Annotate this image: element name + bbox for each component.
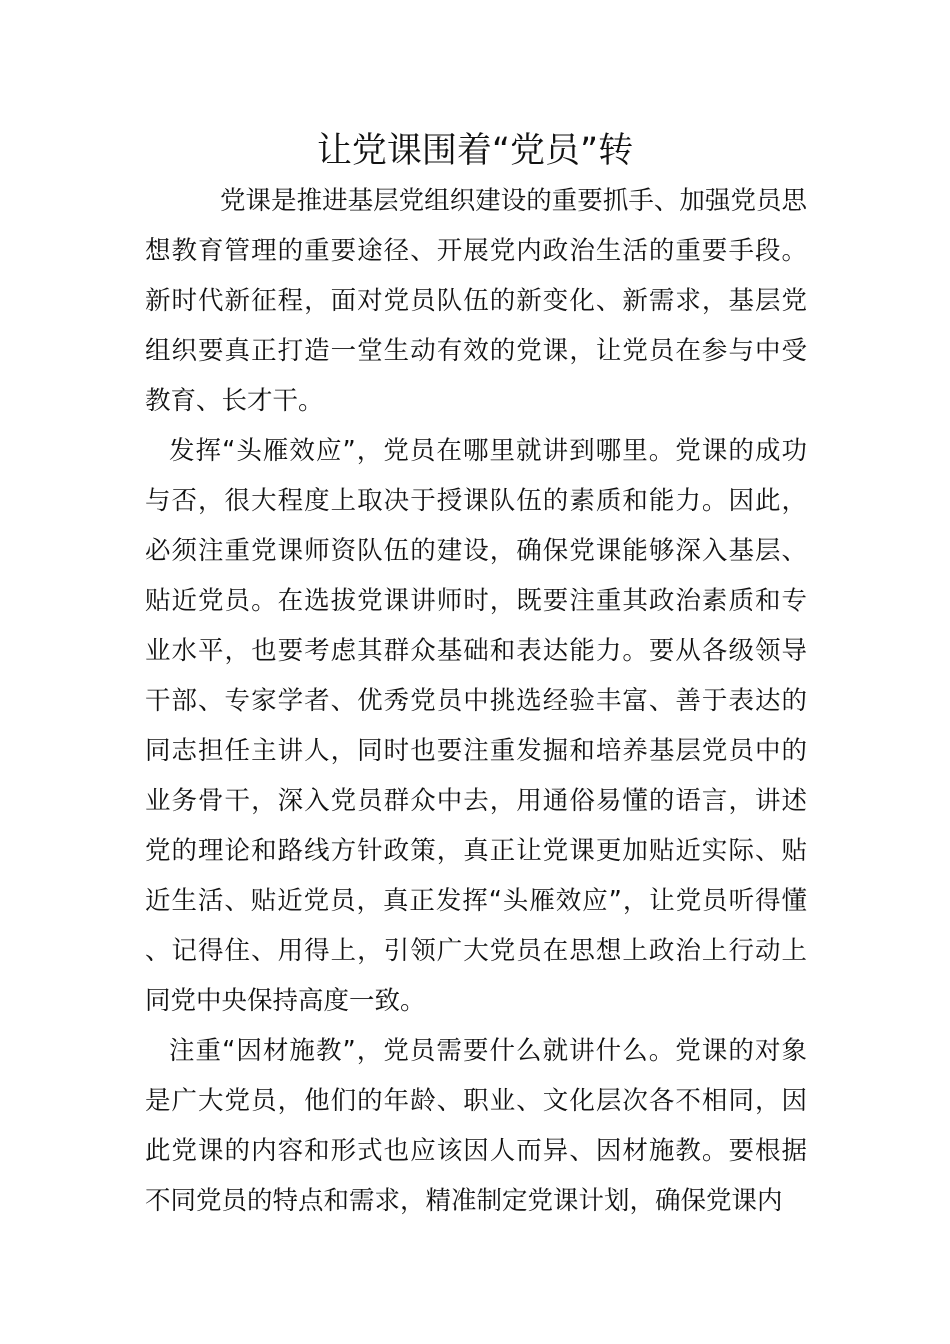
paragraph-tailored-teaching: 注重“因材施教”，党员需要什么就讲什么。党课的对象是广大党员，他们的年龄、职业、文化层次各不相同，因此党课的内容和形式也应该因人而异、因材施教。要根据不同党员的特点和需求，精准制定党课计划，确保党课内 (145, 1036, 807, 1216)
paragraph-leading-role: 发挥“头雁效应”，党员在哪里就讲到哪里。党课的成功与否，很大程度上取决于授课队伍的素质和能力。因此，必须注重党课师资队伍的建设，确保党课能够深入基层、贴近党员。在选拔党课讲师时，既要注重其政治素质和专业水平，也要考虑其群众基础和表达能力。要从各级领导干部、专家学者、优秀党员中挑选经验丰富、善于表达的同志担任主讲人，同时也要注重发掘和培养基层党员中的业务骨干，深入党员群众中去，用通俗易懂的语言，讲述党的理论和路线方针政策，真正让党课更加贴近实际、贴近生活、贴近党员，真正发挥“头雁效应”，让党员听得懂、记得住、用得上，引领广大党员在思想上政治上行动上同党中央保持高度一致。 (145, 436, 807, 1016)
document-title: 让党课围着“党员”转 (316, 131, 634, 171)
document-body (145, 176, 807, 1226)
paragraph-intro: 党课是推进基层党组织建设的重要抓手、加强党员思想教育管理的重要途径、开展党内政治生活的重要手段。新时代新征程，面对党员队伍的新变化、新需求，基层党组织要真正打造一堂生动有效的党课，让党员在参与中受教育、长才干。 (145, 186, 807, 416)
